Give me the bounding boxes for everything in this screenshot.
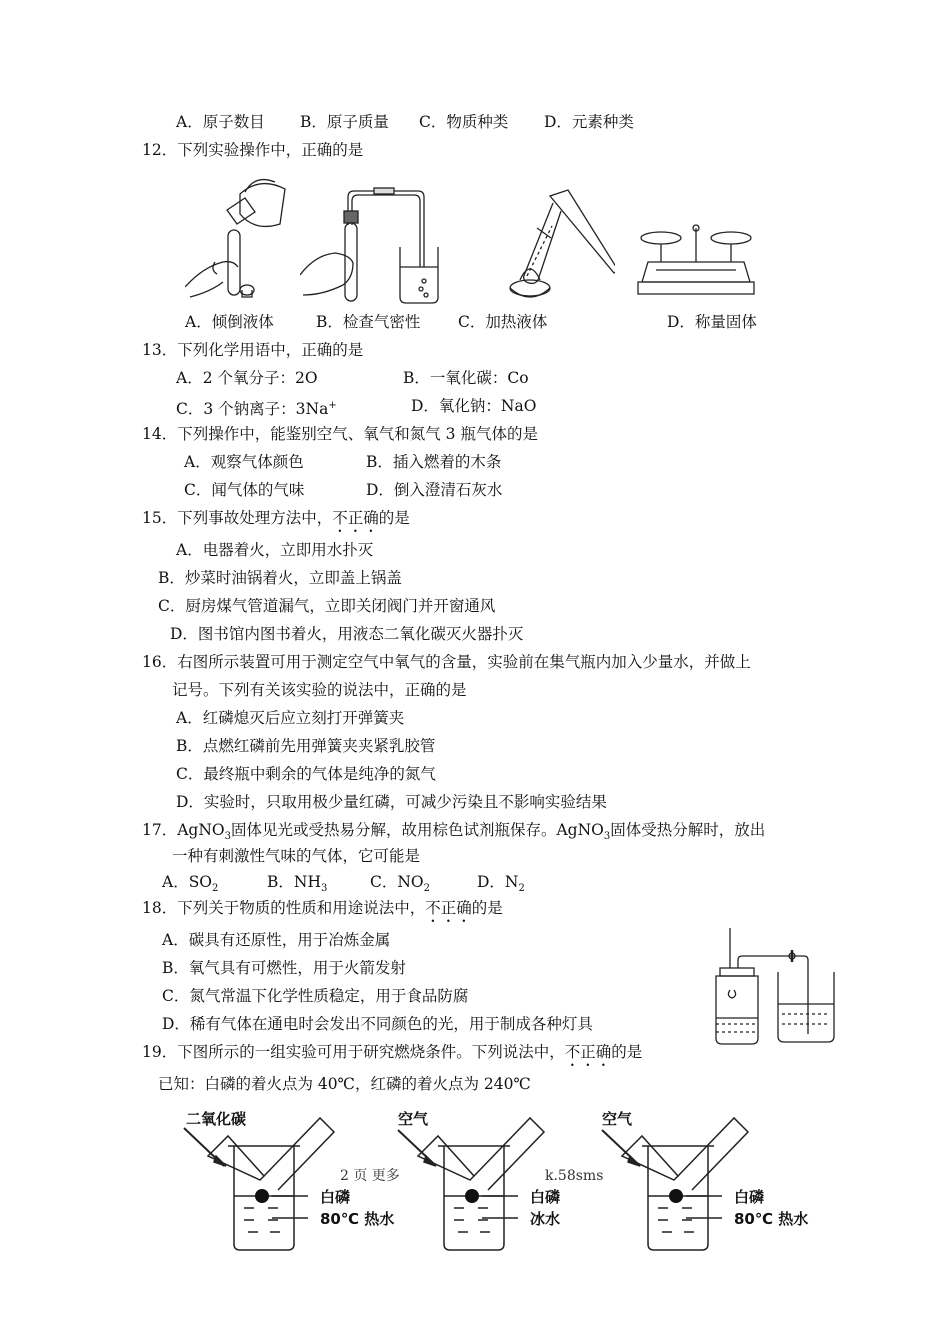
q15-stem: [142, 508, 410, 536]
q11-option-d: D．元素种类: [544, 113, 634, 131]
heating-liquid-figure: [505, 188, 615, 308]
q11-option-c: C．物质种类: [419, 113, 509, 131]
oxygen-content-apparatus-figure: [708, 928, 838, 1048]
q15-option-c: C．厨房煤气管道漏气，立即关闭阀门并开窗通风: [158, 597, 496, 615]
beaker-figure: [592, 1108, 832, 1258]
airtight-check-figure: [300, 185, 440, 305]
q13-option-d: D．氧化钠：NaO: [411, 397, 537, 415]
q17-sub-1: 3: [224, 831, 231, 843]
q16-option-d: D．实验时，只取用极少量红磷，可减少污染且不影响实验结果: [176, 793, 607, 811]
q16-option-c: C．最终瓶中剩余的气体是纯净的氮气: [176, 765, 436, 783]
q13-option-c-charge: +: [328, 400, 337, 411]
q13-option-b: B．一氧化碳：Co: [403, 369, 529, 387]
q18-option-a: A．碳具有还原性，用于冶炼金属: [162, 931, 391, 949]
q17-options: [162, 872, 525, 899]
q19-stem-end: 的是: [611, 1043, 643, 1061]
q19-stem: [142, 1042, 642, 1070]
watermark-right: k.58sms: [545, 1168, 604, 1184]
solid-label: 白磷: [734, 1188, 765, 1206]
q15-option-d: D．图书馆内图书着火，用液态二氧化碳灭火器扑灭: [170, 625, 524, 643]
q16-option-a: A．红磷熄灭后应立刻打开弹簧夹: [176, 709, 405, 727]
q14-option-d: D．倒入澄清石灰水: [366, 481, 503, 499]
gas-label: 空气: [398, 1110, 429, 1128]
q15-emphasis: 不正确: [332, 509, 379, 527]
watermark-left: 2 页 更多: [340, 1168, 400, 1184]
q17-option-d: D．$N_2$: [477, 873, 525, 895]
q16-stem-line1: 16．右图所示装置可用于测定空气中氧气的含量，实验前在集气瓶内加入少量水，并做上: [142, 653, 751, 671]
q12-options: [185, 312, 757, 332]
q14-option-b: B．插入燃着的木条: [366, 453, 502, 471]
q15-option-a: A．电器着火，立即用水扑灭: [176, 541, 374, 559]
q17-stem-b: 固体见光或受热易分解，故用棕色试剂瓶保存。AgNO: [230, 821, 604, 839]
q13-option-a: A．2 个氧分子：2O: [176, 369, 318, 387]
q17-stem-a: 17．AgNO: [142, 821, 225, 839]
q18-emphasis: 不正确: [425, 899, 472, 917]
q15-stem-end: 的是: [378, 509, 410, 527]
q17-sub-2: 3: [603, 831, 611, 843]
q18-stem-text: 18．下列关于物质的性质和用途说法中，: [142, 899, 426, 917]
q17-stem-line2: 一种有刺激性气味的气体，它可能是: [172, 847, 421, 865]
q14-option-c: C．闻气体的气味: [184, 481, 305, 499]
q15-option-b: B．炒菜时油锅着火，立即盖上锅盖: [158, 569, 402, 587]
q18-stem: [142, 898, 503, 926]
q19-emphasis: 不正确: [564, 1043, 612, 1061]
q16-stem-line2: 记号。下列有关该实验的说法中，正确的是: [172, 681, 467, 699]
gas-label: 二氧化碳: [186, 1110, 247, 1128]
gas-label: 空气: [602, 1110, 633, 1128]
q18-option-c: C．氮气常温下化学性质稳定，用于食品防腐: [162, 987, 469, 1005]
water-label: 冰水: [530, 1210, 561, 1228]
q19-known: 已知：白磷的着火点为 40℃，红磷的着火点为 240℃: [158, 1075, 531, 1093]
q17-stem-line1: [142, 820, 765, 847]
pouring-liquid-figure: [185, 172, 295, 307]
q17-option-a: A．$SO_2$: [162, 873, 219, 895]
combustion-figure-3: [592, 1108, 832, 1258]
q12-option-b: B．检查气密性: [316, 313, 421, 331]
q14-option-a: A．观察气体颜色: [184, 453, 304, 471]
q13-stem: 13．下列化学用语中，正确的是: [142, 341, 364, 359]
q11-option-a: A．原子数目: [176, 113, 265, 131]
q14-stem: 14．下列操作中，能鉴别空气、氧气和氮气 3 瓶气体的是: [142, 425, 538, 443]
water-label: 80℃ 热水: [320, 1210, 395, 1228]
q12-stem: 12．下列实验操作中，正确的是: [142, 141, 364, 159]
q13-option-c: [176, 396, 337, 419]
q17-stem-c: 固体受热分解时，放出: [610, 821, 766, 839]
q15-stem-text: 15．下列事故处理方法中，: [142, 509, 333, 527]
q19-stem-text: 19．下图所示的一组实验可用于研究燃烧条件。下列说法中，: [142, 1043, 565, 1061]
balance-figure: [636, 220, 756, 300]
q18-option-d: D．稀有气体在通电时会发出不同颜色的光，用于制成各种灯具: [162, 1015, 593, 1033]
q13-option-c-text: C．3 个钠离子：3Na: [176, 400, 329, 419]
q18-stem-end: 的是: [471, 899, 503, 917]
q12-option-c: C．加热液体: [458, 313, 548, 331]
water-label: 80℃ 热水: [734, 1210, 809, 1228]
q17-option-c: C．$NO_2$: [370, 873, 431, 895]
solid-label: 白磷: [320, 1188, 351, 1206]
q12-option-a: A．倾倒液体: [185, 313, 274, 331]
q11-option-b: B．原子质量: [300, 113, 389, 131]
q18-option-b: B．氧气具有可燃性，用于火箭发射: [162, 959, 406, 977]
q12-option-d: D．称量固体: [667, 313, 757, 331]
solid-label: 白磷: [530, 1188, 561, 1206]
q17-option-b: B．$NH_3$: [267, 873, 328, 895]
q16-option-b: B．点燃红磷前先用弹簧夹夹紧乳胶管: [176, 737, 436, 755]
q11-options: [176, 112, 634, 132]
